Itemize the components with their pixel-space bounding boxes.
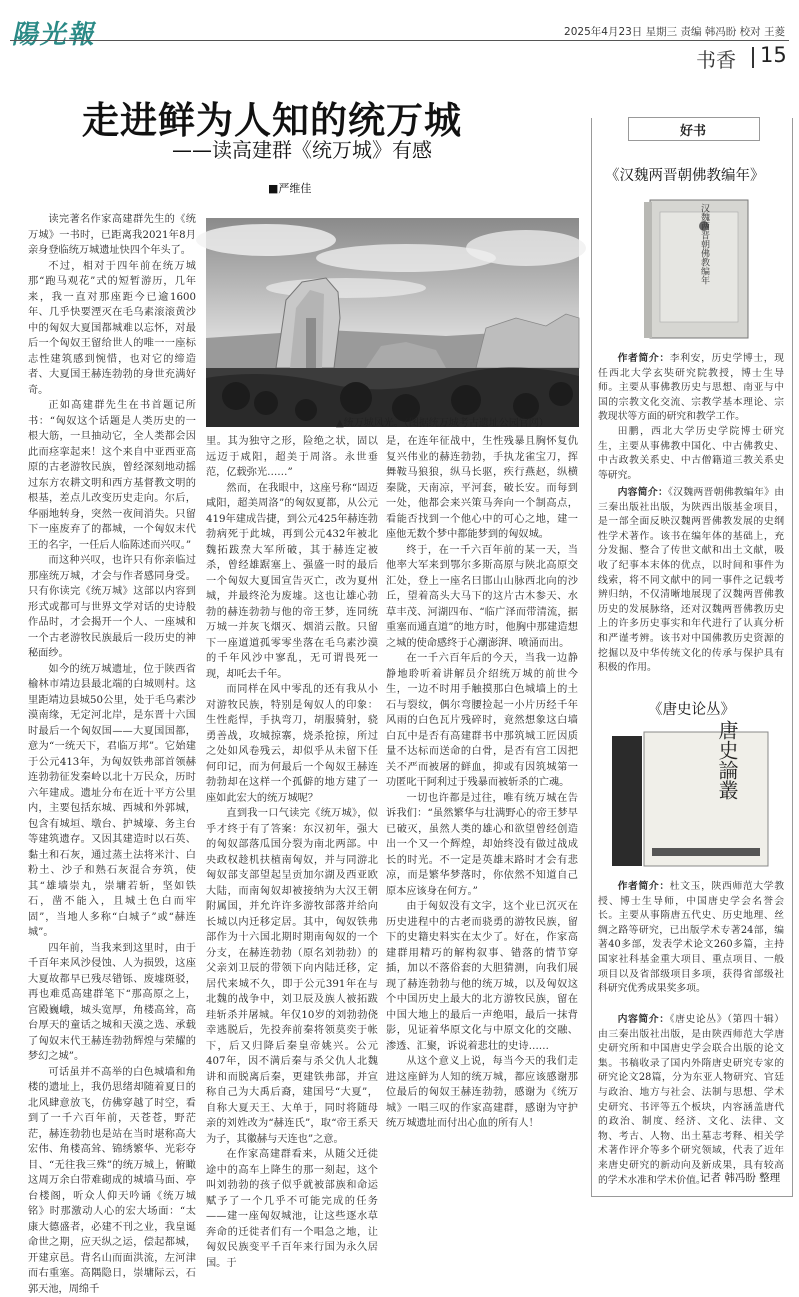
book1-coauthor-bio: 田鹏，西北大学历史学院博士研究生，主要从事佛教中国化、中古佛教史、中古政教关系史、中古僧籍道三教关系史等研究。: [598, 425, 784, 483]
book1-title: 《汉魏两晋朝佛教编年》: [605, 164, 765, 185]
page-number: 15: [760, 43, 787, 67]
article-headline: 走进鲜为人知的统万城: [82, 90, 462, 144]
paragraph: 是，在连年征战中，生性残暴且胸怀复仇复兴伟业的赫连勃勃，手执龙雀宝刀，挥舞鞍马狼狼，纵马长驱，疾行燕赵，纵横秦陇，天南凉，平河套，破长安。而每到一处，他都会来兴策马奔向一个制高点，看能否找到一个他心中的可心之地，建一座他无数个梦中都能梦到的匈奴城。: [386, 434, 578, 543]
paragraph: 由于匈奴没有文字，这个业已沉灭在历史进程中的古老而骁勇的游牧民族，留下的史籍史料实在太少了。好在，作家高建群用精巧的解构叙事、错落的情节穿插，加以不落俗套的大胆猜测，向我们展现了赫连勃勃与他的统万城，以及匈奴这个中国历史上最大的北方游牧民族，留在中国大地上的最后一声绝唱，最后一抹背影，见证着华原文化与中原文化的交融、渗透、汇聚，诉说着悲壮的史诗……: [386, 899, 578, 1054]
paragraph: 四年前，当我来到这里时，由于千百年来风沙侵蚀、人为损毁，这座大夏故都早已残尽错铄、废墟斑驳，再也难觅高建群笔下“那高原之上，宫殿巍峨，城头宽厚，角楼高耸，高台厚天的童话之城和天漠之选、承载了匈奴末代王赫连勃勃辉煌与荣耀的梦幻之城”。: [28, 941, 196, 1065]
paragraph: 直到我一口气读完《统万城》，似乎才终于有了答案：东汉初年，强大的匈奴部落瓜国分裂为南北两部。中央政权趁机扶植南匈奴，并与同游北匈奴部支部望起呈贡加尔湖及西亚欧大陆，而南匈奴却被接纳为大汉王朝附属国，并允许许多游牧部落并给向长城以内迁移定居。其中，匈奴铁弗部作为十六国北期时期南匈奴的一个分支，在赫连勃勃（原名刘勃勃）的父亲刘卫辰的带领下向内陆迁移，定居代来城不久，即于公元391年在与北魏的战争中，刘卫辰及族人被拓跋珪斩杀并屠城。年仅10岁的刘勃勃侥幸逃脱后，先投奔前秦将领莫奕于帐下，后又归降后秦皇帝姚兴。公元407年，因不满后秦与杀父仇人北魏讲和而脱离后秦，更建铁弗部，并宣称自己为大禹后裔，建国号“大夏”，自称大夏天王、大单于，同时将随母亲的刘姓改为“赫连氏”，取“帝王系天为子，其徽赫与天连也”之意。: [206, 806, 378, 1147]
paragraph: 可话虽并不高举的白色城墙和角楼的遗址上，我仍思绪却随着夏日的北风肆意放飞，仿佛穿越了时空，看到了一千六百年前，天苍苍，野茫茫，赫连勃勃也是站在当时堪称高大宏伟、角楼高耸、锦绣繁华、光彩夺目、“无往我三殊”的统万城上，俯瞰这周万余白带难砌成的城墙马面、亭台楼阁，听众人仰天吟诵《统万城铭》时那激动人心的宏大场面：“太康大德盛者，必建不刊之业，我皇诞命世之期，应天纵之运，偿起都城，开建京邑。背名山而面洪流，左河津而右重塞。高隅隐日，崇墉际云，石郭天池，周绵千: [28, 1065, 196, 1297]
photo-caption: ▲统万城风光。（图据统万城考古遗址公园官网）: [336, 414, 549, 429]
book2-info: [598, 880, 784, 1010]
paragraph: 在一千六百年后的今天，当我一边静静地聆听着讲解员介绍统万城的前世今生，一边不时用手触摸那白色城墙上的土石与裂纹，偶尔弯腰捡起一小片历经千年风雨的白色瓦片残碎时，竟然想象这白墙白瓦中是否有高建群书中那筑城工匠因质量不达标而送命的白骨，是否有宫工因把关不严而被屠的鲜血，抑或有因筑城第一功匿叱干阿利过于残暴而被斩杀的亡魂。: [386, 651, 578, 791]
section-name: 书香: [696, 44, 736, 73]
book1-cover: [644, 198, 750, 340]
book2-summary: [598, 1013, 784, 1163]
paragraph: 而这种兴叹，也许只有你亲临过那座统万城，才会与作者感同身受。只有你读完《统万城》这部以内容到形式或都可与世界文学对话的史诗般作品时，才会揭开一个人、一座城和一个古老游牧民族最后一段历史的神秘面纱。: [28, 553, 196, 662]
book1-author-bio: 作者简介：李利安，历史学博士，现任西北大学玄奘研究院教授，博士生导师。主要从事佛教历史与思想、南亚与中国的宗教文化交流、宗教学基本理论、宗教现状等方面的研究和教学工作。: [598, 352, 784, 425]
article-subtitle: ——读高建群《统万城》有感: [172, 134, 432, 163]
book2-summary-text: 内容简介：《唐史论丛》（第四十辑）由三秦出版社出版，是由陕西师范大学唐史研究所和中国唐史学会联合出版的论文集。书稿收录了国内外隋唐史研究专家的研究论文28篇，分为东亚人物研究、官廷与政治、地方与社会、法制与思想、学术史研究、书评等五个板块，内容涵盖唐代的政治、制度、经济、文化、法律、文物、考古、人物、出土墓志考释、相关学术著作评介等多个研究领域，代表了近年来唐史研究的新动向及新成果，具有较高的学术水准和学术价值。: [598, 1013, 784, 1188]
issue-meta: 2025年4月23日 星期三 责编 韩冯盼 校对 王菱: [564, 24, 785, 39]
book1-summary-text: 内容简介：《汉魏两晋朝佛教编年》由三秦出版社出版，为陕西出版基金项目，是一部全面反映汉魏两晋佛教发展的史纲性学术著作。该书在编年体的基础上，充分发掘、整合了传世文献和出土文献，吸收了纪事本末体的优点，以时间和事件为线索，将不同文献中的同一事件之记载考辨归纳，不仅清晰地展现了汉魏两晋佛教历史的发展脉络，还对汉魏两晋佛教历史上的许多历史事实和年代进行了认真分析和严谨考辨。该书对中国佛教历史资源的挖掘以及中华传统文化的传承与保护具有积极的作用。: [598, 486, 784, 676]
book2-cover-text: 唐史論叢: [715, 720, 739, 800]
article-photo: [206, 218, 579, 427]
paragraph: 从这个意义上说，每当今天的我们走进这座鲜为人知的统万城，都应该感谢那位最后的匈奴王赫连勃勃，感谢为《统万城》一唱三叹的作家高建群，感谢为守护统万城遗址而付出心血的所有人！: [386, 1054, 578, 1132]
paragraph: 而同样在风中零乱的还有我从小对游牧民族，特别是匈奴人的印象：生性彪悍，手执弯刀，胡服骑射，骁勇善战，攻城掠寨，烧杀抢掠，所过之处如风卷残云，却似乎从未留下任何印记，而为何最后一个匈奴王赫连勃勃却在这样一个孤僻的地方建了一座如此宏大的统万城呢？: [206, 682, 378, 806]
book1-summary: [598, 486, 784, 676]
section-divider: [752, 47, 754, 68]
info-label: 作者简介：: [618, 881, 670, 892]
book2-cover: [612, 730, 772, 870]
book1-cover-text: 汉魏两晋朝佛教编年: [699, 203, 710, 285]
paragraph: 然而，在我眼中，这座号称“固迈咸阳，超美周洛”的匈奴夏都，从公元419年建成告捷，到公元425年赫连勃勃病死于此城，再到公元432年被北魏拓跋焘大军所破，其于赫连定被杀，曾经雄踞塞上、强盛一时的最后一个匈奴大夏国宣告灭亡，改为夏州城，并最终沦为废墟。这也让雄心勃勃的赫连勃勃与他的帝王梦，连同统万城一并灰飞烟灭、烟消云散。只留下一座道道孤零零坐落在毛乌素沙漠的千年风沙中寥乱，无可谓畏死一现，却吒去千年。: [206, 481, 378, 683]
info-label: 内容简介：: [618, 487, 668, 498]
newspaper-masthead: 陽光報: [10, 14, 102, 51]
paragraph: 终于，在一千六百年前的某一天，当他率大军来到鄂尔多斯高原与陕北高原交汇处，登上一座名曰邯山山脉西北向的沙丘，望着高头大马下的这片古木参天、水草丰茂、河湖四布、“临广泽而带清流，据重塞而通直道”的地方时，他胸中那建造想之城的使命感终于心潮澎湃、喷涌而出。: [386, 543, 578, 652]
paragraph: 不过，相对于四年前在统万城那“跑马观花”式的短暂游历，几年来，我一直对那座距今已逾1600年、几乎快要湮灭在毛乌素滚滚黄沙中的匈奴大夏国都城难以忘怀，对最后一个匈奴王留给世人的唯一一座标志性建筑感到惋惜，也对它的缔造者、大夏国王赫连勃勃的身世充满好奇。: [28, 259, 196, 399]
paragraph: 在作家高建群看来，从随父迁徙途中的高车上降生的那一刻起，这个叫刘勃勃的孩子似乎就被部族和命运赋予了一个几乎不可能完成的任务——建一座匈奴城池，让这些逐水草奔命的迁徙者们有一个唱急之地，让匈奴民族变平千百年来行国为永久居国。于: [206, 1147, 378, 1271]
paragraph: 正如高建群先生在书首题记所书：“匈奴这个话题是人类历史的一根大筋，一旦抽动它，全人类都会因此而痉挛起来！这个来自中亚西亚高原的古老游牧民族，曾经深刻地动摇过东方农耕文明和西方基督教文明的根基，差点儿改变历史走向。尔后，华丽地转身，突然一夜间消失。只留下一座废弃了的都城，一个匈奴末代王的名字，一任后人临陈述而兴叹。”: [28, 398, 196, 553]
article-column-1: [28, 212, 196, 1197]
book2-title: 《唐史论丛》: [648, 698, 735, 719]
sidebar-label: 好书: [628, 120, 758, 139]
info-label: 作者简介：: [618, 353, 670, 364]
editor-credit: 记者 韩冯盼 整理: [700, 1170, 780, 1185]
header-rule: [10, 40, 789, 41]
article-byline: ■严维佳: [268, 180, 311, 196]
paragraph: 一切也许都是过往，唯有统万城在告诉我们：“虽然繁华与壮满野心的帝王梦早已破灭，虽然人类的雄心和欲望曾经创造出一个又一个辉煌，却始终没有做过战成长的时光。不一定是英雄末路时才会有悲凉，而是繁华梦落时，你依然不知道自己原本应该身在何方。”: [386, 791, 578, 900]
article-column-2: [206, 434, 378, 1197]
info-label: 内容简介：: [618, 1014, 670, 1025]
article-column-3: [386, 434, 578, 1197]
book1-info: [598, 352, 784, 482]
paragraph: 如今的统万城遗址，位于陕西省榆林市靖边县最北端的白城则村。这里距靖边县城50公里，处于毛乌素沙漠南缘，无定河北岸，是东晋十六国时最后一个匈奴国——大夏国国都，意为“一统天下，君临万邦”。它始建于公元413年，为匈奴铁弗部首领赫连勃勃征发秦岭以北十万民众，历时六年建成。遗址分布在近十平方公里内，主要包括东城、西城和外郭城，包含有城垣、墩台、护城壕、务主台等建筑遗存。又因其建造时以石英、黏土和石灰，通过蒸土法将米汁、白粉土、沙子和熟石灰混合夯筑，使其“雄墙崇丸，崇墉若斩，坚如铁石，凿不能入，且城土色白而牢固”，当地人多称“白城子”或“赫连城”。: [28, 662, 196, 941]
book2-author-bio: 作者简介：杜文玉，陕西师范大学教授、博士生导师，中国唐史学会名誉会长。主要从事隋唐五代史、历史地理、丝绸之路等研究，已出版学术专著24部，编著40多部，发表学术论文260多篇，主持国家社科基金重大项目、重点项目、一般项目以及省部级项目多项，获得省部级社科研究优秀成果奖多项。: [598, 880, 784, 997]
paragraph: 里。其为独守之形，险绝之状，固以远迈于咸阳，超美于周洛。永世垂范，亿载弥光……”: [206, 434, 378, 481]
paragraph: 读完著名作家高建群先生的《统万城》一书时，已距离我2021年8月亲身登临统万城遗址快四个年头了。: [28, 212, 196, 259]
